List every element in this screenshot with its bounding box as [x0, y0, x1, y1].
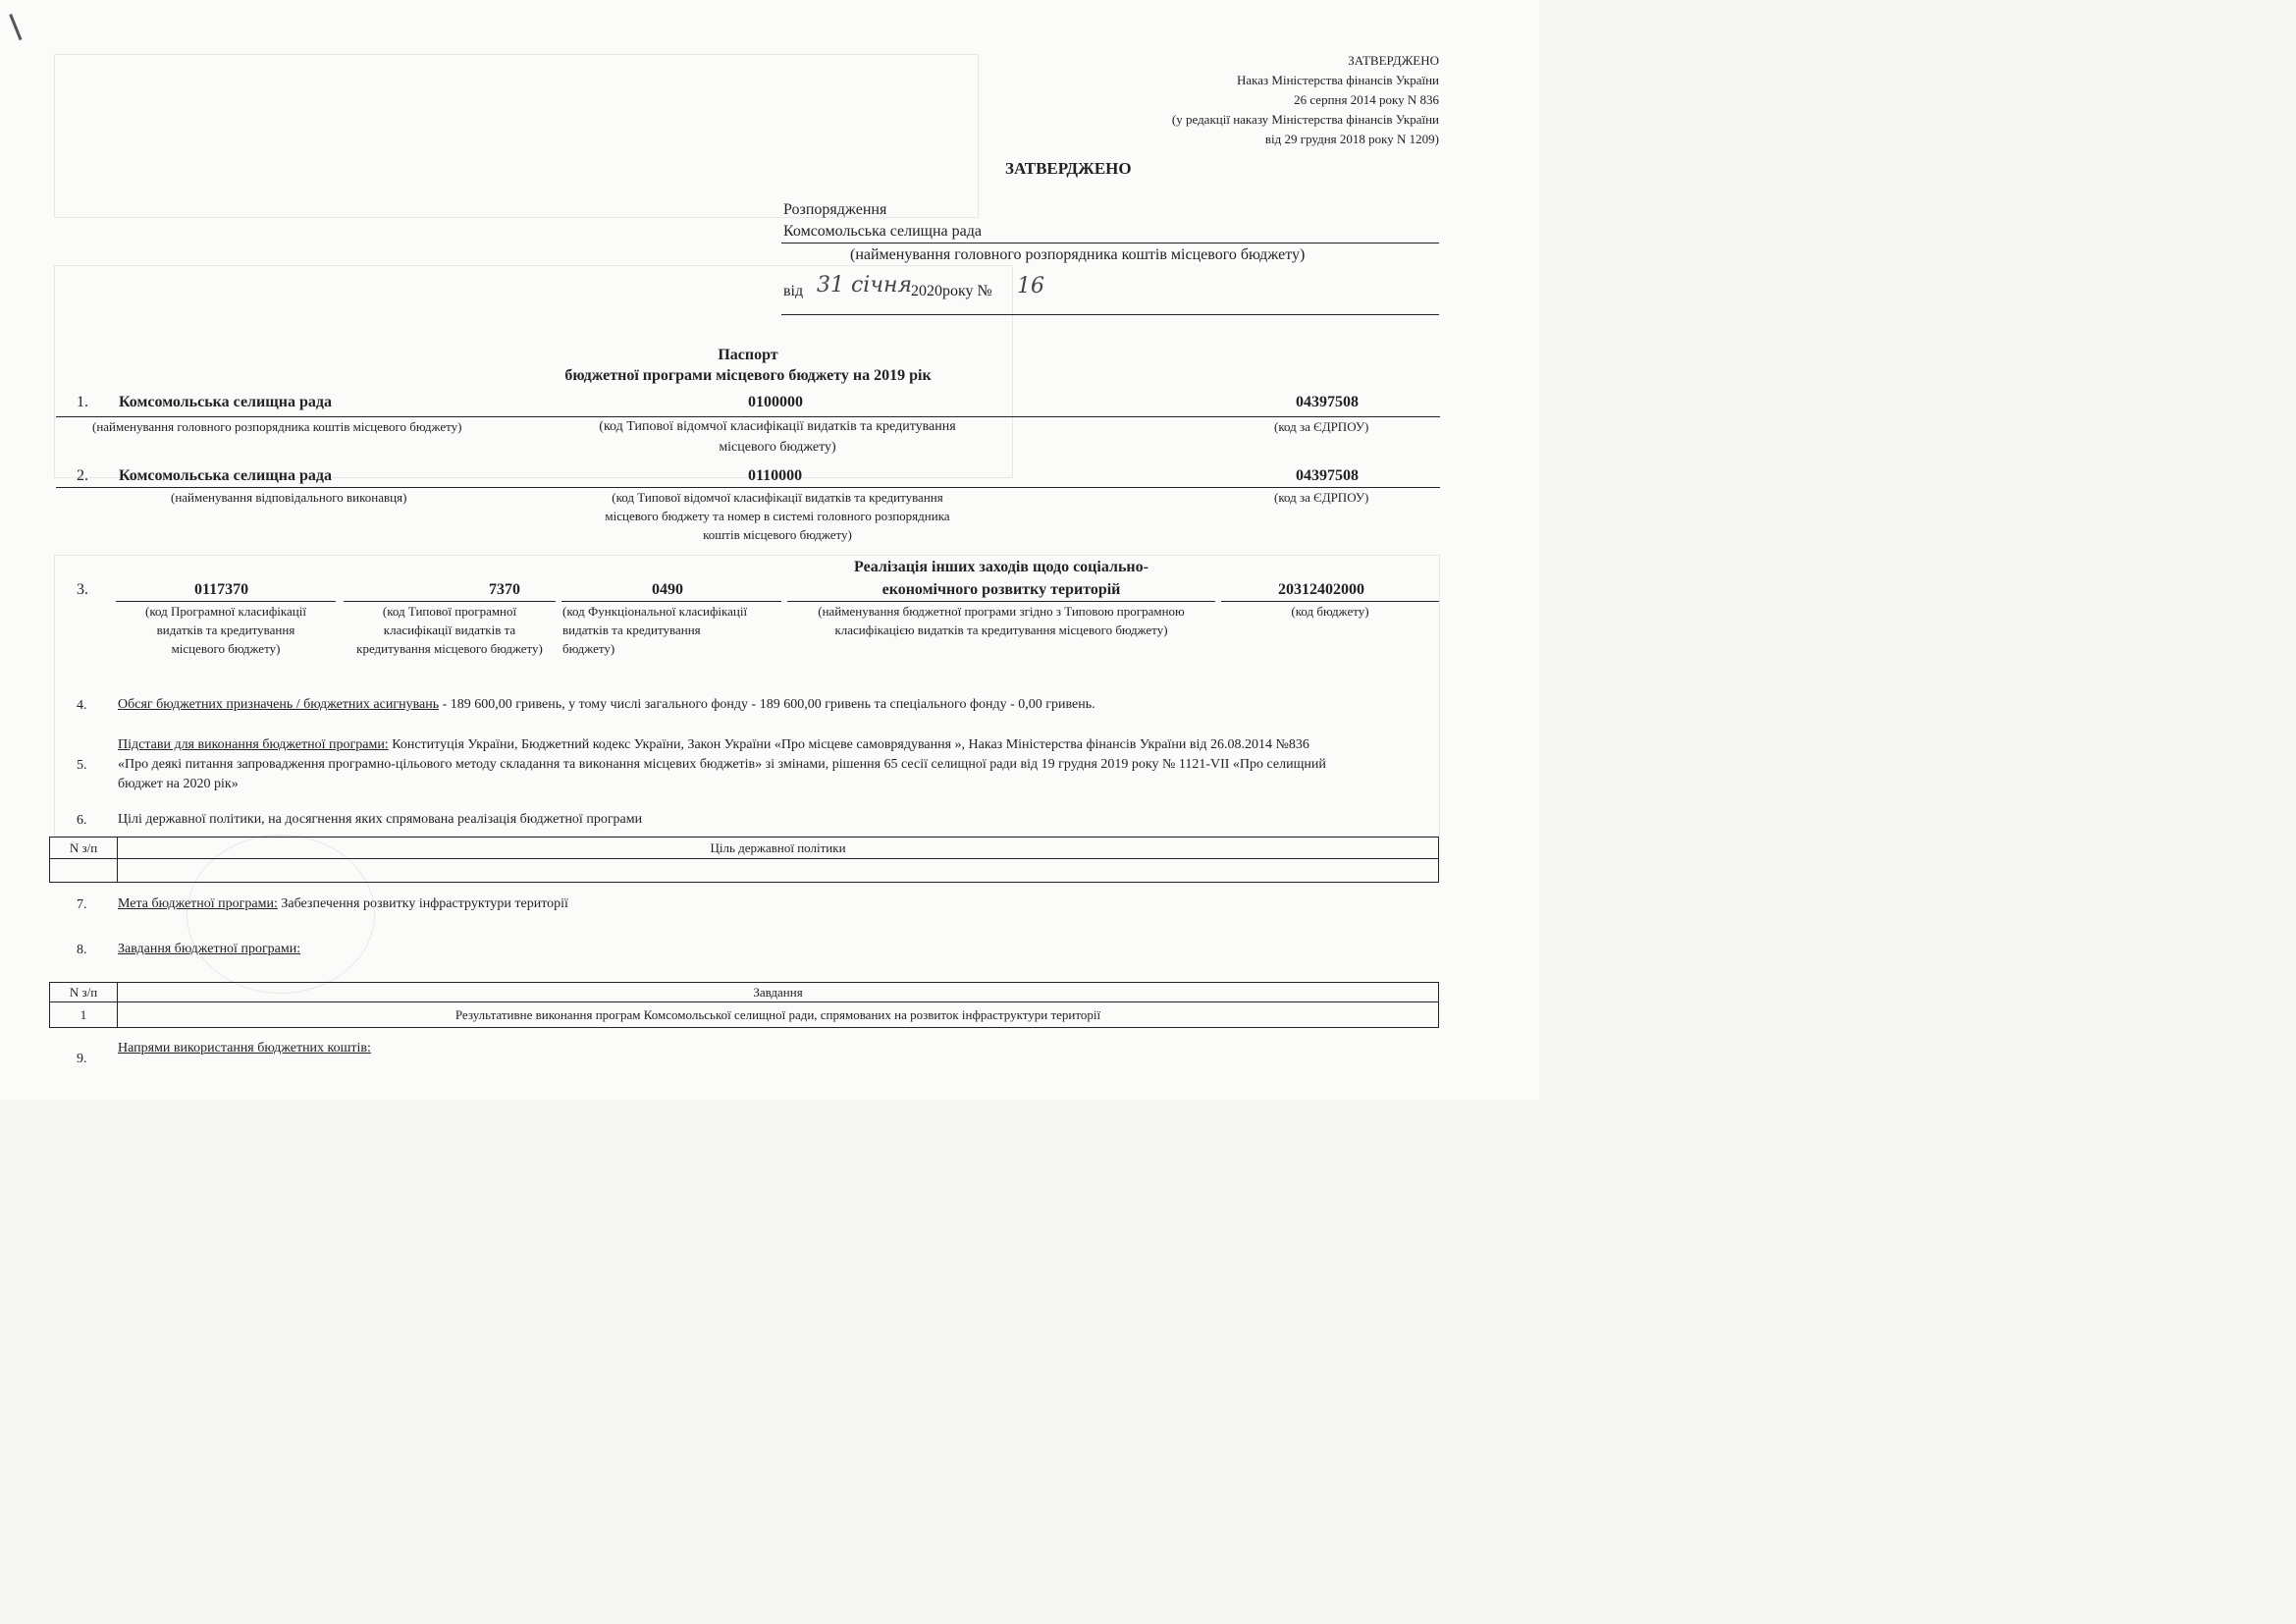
row2-code: 0110000: [748, 467, 803, 484]
item9-label: Напрями використання бюджетних коштів:: [118, 1041, 371, 1056]
row1-edrpou: 04397508: [1296, 394, 1359, 410]
approval-date-handwritten: 31 січня: [817, 273, 913, 298]
policy-goals-empty-num: [50, 859, 118, 883]
item6-text: Цілі державної політики, на досягнення яких спрямована реалізація бюджетної програми: [118, 812, 643, 827]
policy-goals-empty-goal: [118, 859, 1439, 883]
scan-edge-mark: [9, 14, 22, 40]
passport-subtitle: бюджетної програми місцевого бюджету на 2019 рік: [564, 367, 932, 384]
approval-authority: Комсомольська селищна рада: [783, 223, 982, 240]
row3-caption2-line2: класифікації видатків та: [383, 623, 516, 637]
row2-code-caption-3: коштів місцевого бюджету): [703, 527, 852, 542]
tasks-row-num: 1: [50, 1002, 118, 1028]
tasks-table: [49, 982, 1439, 1028]
row2-number: 2.: [77, 467, 88, 484]
tasks-col-task: Завдання: [118, 983, 1439, 1002]
row1-name: Комсомольська селищна рада: [119, 394, 332, 410]
table-row: [50, 1002, 1439, 1028]
item5-number: 5.: [77, 758, 87, 773]
row3-caption4-line1: (найменування бюджетної програми згідно з Типовою програмною: [818, 604, 1185, 619]
item5-label: Підстави для виконання бюджетної програми:: [118, 737, 389, 752]
approval-header-line3: 26 серпня 2014 року N 836: [1294, 92, 1439, 107]
approval-header-line2: Наказ Міністерства фінансів України: [1237, 73, 1439, 87]
tasks-header-row: [50, 983, 1439, 1002]
row3-caption2-line1: (код Типової програмної: [382, 604, 517, 619]
row3-underline-1: [116, 601, 336, 602]
item7-text: Забезпечення розвитку інфраструктури території: [277, 896, 568, 911]
document-page: [0, 0, 1539, 1100]
item4-label: Обсяг бюджетних призначень / бюджетних асигнувань: [118, 697, 440, 712]
approval-header-line5: від 29 грудня 2018 року N 1209): [1264, 132, 1439, 146]
row1-code-caption-2: місцевого бюджету): [719, 440, 836, 455]
row1-name-caption: (найменування головного розпорядника коштів місцевого бюджету): [92, 419, 462, 434]
row3-underline-4: [787, 601, 1215, 602]
item5-text1: Конституція України, Бюджетний кодекс України, Закон України «Про місцеве самоврядування », Наказ Міністерства фінансів України від 26.08.2014 №836: [388, 737, 1309, 752]
approval-title: ЗАТВЕРДЖЕНО: [1005, 159, 1132, 178]
row3-underline-2: [344, 601, 556, 602]
item5-text3: бюджет на 2020 рік»: [118, 777, 239, 791]
approval-number-handwritten: 16: [1017, 274, 1044, 298]
row3-caption5: (код бюджету): [1291, 604, 1369, 619]
approval-header-line1: ЗАТВЕРДЖЕНО: [1348, 53, 1439, 68]
approval-date-prefix: від: [783, 283, 804, 299]
item9-number: 9.: [77, 1052, 87, 1066]
policy-goals-empty-row: [50, 859, 1439, 883]
item8-number: 8.: [77, 943, 87, 957]
row3-caption1-line1: (код Програмної класифікації: [145, 604, 306, 619]
bleed-through-table-top: [54, 54, 979, 218]
row3-caption3-line1: (код Функціональної класифікації: [562, 604, 748, 619]
item5-line1: [118, 737, 1309, 753]
approval-date-underline: [781, 314, 1439, 315]
approval-doc-type: Розпорядження: [783, 201, 887, 218]
row3-caption4-line2: класифікацією видатків та кредитування місцевого бюджету): [834, 623, 1168, 637]
row1-number: 1.: [77, 394, 88, 410]
row1-code: 0100000: [748, 394, 803, 410]
row1-code-caption-1: (код Типової відомчої класифікації видатків та кредитування: [599, 419, 956, 434]
row2-underline: [56, 487, 1440, 488]
policy-goals-col-num: N з/п: [50, 838, 118, 859]
approval-authority-underline: [781, 243, 1439, 244]
row3-underline-3: [561, 601, 781, 602]
policy-goals-col-goal: Ціль державної політики: [118, 838, 1439, 859]
item4-number: 4.: [77, 698, 87, 713]
item5-text2: «Про деякі питання запровадження програмно-цільового методу складання та виконання місцевих бюджетів» зі змінами, рішення 65 сесії селищної ради від 19 грудня 2019 року № 1121-VII «Про селищний: [118, 757, 1326, 772]
row3-number: 3.: [77, 581, 88, 598]
row2-code-caption-2: місцевого бюджету та номер в системі головного розпорядника: [605, 509, 950, 523]
approval-header-line4: (у редакції наказу Міністерства фінансів України: [1171, 112, 1439, 127]
row3-caption3-line2: видатків та кредитування: [562, 623, 701, 637]
row3-caption1-line3: місцевого бюджету): [171, 641, 281, 656]
row3-underline-5: [1221, 601, 1439, 602]
row2-name: Комсомольська селищна рада: [119, 467, 332, 484]
row3-program-name-2: економічного розвитку територій: [881, 581, 1121, 598]
row3-program-name-1: Реалізація інших заходів щодо соціально-: [854, 559, 1148, 575]
row2-edrpou: 04397508: [1296, 467, 1359, 484]
row1-underline: [56, 416, 1440, 417]
item7-label: Мета бюджетної програми:: [118, 896, 278, 911]
row3-caption2-line3: кредитування місцевого бюджету): [356, 641, 543, 656]
item7-line: [118, 896, 568, 912]
tasks-row-task: Результативне виконання програм Комсомольської селищної ради, спрямованих на розвиток інфраструктури території: [118, 1002, 1439, 1028]
row3-functional-code: 0490: [652, 581, 683, 598]
approval-year-text: 2020року №: [911, 283, 992, 299]
row3-program-code: 0117370: [194, 581, 249, 598]
item4-line: [118, 697, 1095, 713]
policy-goals-header-row: [50, 838, 1439, 859]
policy-goals-table: [49, 837, 1439, 883]
row3-caption3-line3: бюджету): [562, 641, 615, 656]
bleed-through-table-low: [54, 555, 1440, 837]
item6-number: 6.: [77, 813, 87, 828]
row3-budget-code: 20312402000: [1278, 581, 1364, 598]
row2-code-caption-1: (код Типової відомчої класифікації видатків та кредитування: [612, 490, 943, 505]
row1-edrpou-caption: (код за ЄДРПОУ): [1274, 419, 1369, 434]
tasks-col-num: N з/п: [50, 983, 118, 1002]
row3-typical-code: 7370: [489, 581, 520, 598]
row2-edrpou-caption: (код за ЄДРПОУ): [1274, 490, 1369, 505]
item7-number: 7.: [77, 897, 87, 912]
item4-text: - 189 600,00 гривень, у тому числі загального фонду - 189 600,00 гривень та спеціального фонду - 0,00 гривень.: [439, 697, 1095, 712]
approval-authority-caption: (найменування головного розпорядника коштів місцевого бюджету): [850, 246, 1306, 263]
row3-caption1-line2: видатків та кредитування: [156, 623, 295, 637]
row2-name-caption: (найменування відповідального виконавця): [171, 490, 407, 505]
item8-label: Завдання бюджетної програми:: [118, 942, 301, 956]
passport-title: Паспорт: [718, 347, 778, 363]
